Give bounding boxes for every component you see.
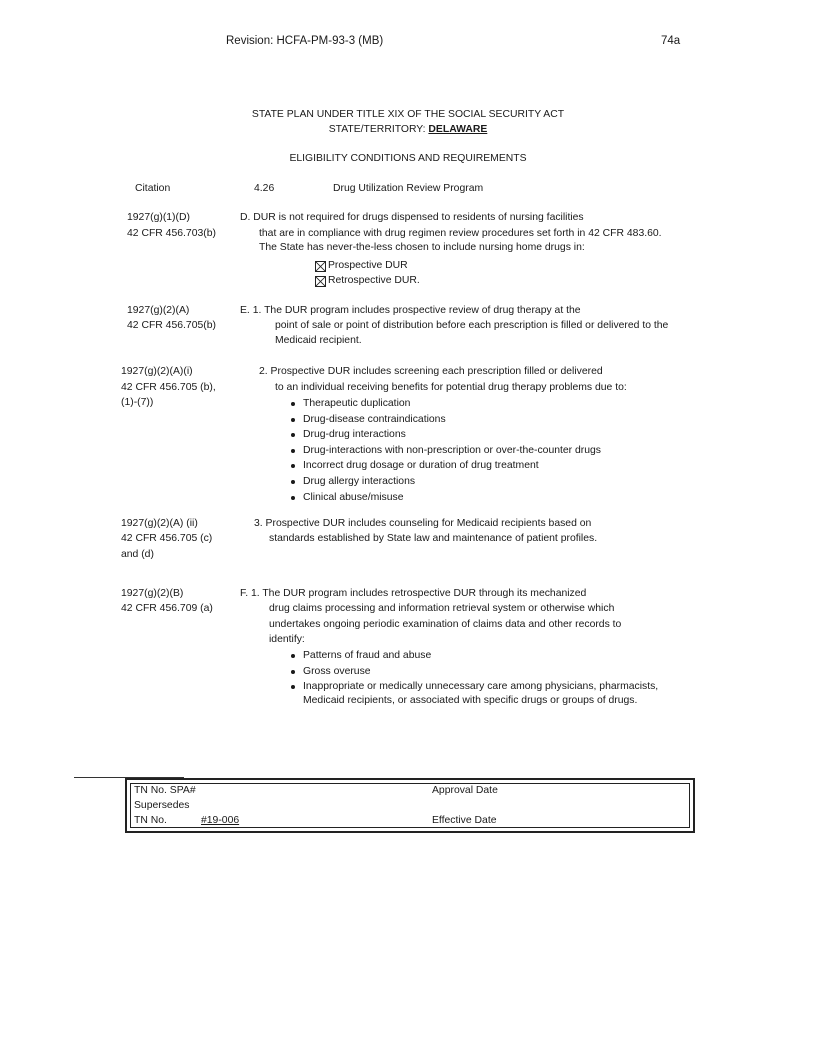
section-f-line3: undertakes ongoing periodic examination of claims data and other records to bbox=[269, 619, 622, 630]
supersedes-label: Supersedes bbox=[134, 800, 190, 811]
citation-e3-1: 1927(g)(2)(A) (ii) bbox=[121, 518, 198, 529]
section-d-line1: D. DUR is not required for drugs dispensed to residents of nursing facilities bbox=[240, 212, 584, 223]
revision-label: Revision: HCFA-PM-93-3 (MB) bbox=[226, 35, 384, 47]
citation-e1-2: 42 CFR 456.705(b) bbox=[127, 320, 216, 331]
citation-f-1: 1927(g)(2)(B) bbox=[121, 588, 184, 599]
list-item: Patterns of fraud and abuse bbox=[303, 648, 658, 664]
screening-list bbox=[303, 396, 601, 505]
retrospective-dur-checkbox[interactable] bbox=[315, 276, 326, 287]
list-item: Inappropriate or medically unnecessary care among physicians, pharmacists, bbox=[303, 679, 658, 695]
checkbox-x-icon bbox=[316, 262, 325, 271]
citation-e2-1: 1927(g)(2)(A)(i) bbox=[121, 366, 193, 377]
section-e3-line2: standards established by State law and maintenance of patient profiles. bbox=[269, 533, 598, 544]
state-line bbox=[0, 124, 816, 135]
page-number: 74a bbox=[661, 35, 681, 47]
citation-e3-2: 42 CFR 456.705 (c) bbox=[121, 533, 213, 544]
tn-no-label: TN No. bbox=[134, 815, 167, 826]
approval-date-label: Approval Date bbox=[432, 785, 498, 796]
citation-heading: Citation bbox=[135, 183, 171, 194]
retrospective-list bbox=[303, 648, 658, 695]
section-d-line2: that are in compliance with drug regimen review procedures set forth in 42 CFR 483.60. bbox=[259, 228, 662, 239]
citation-d-1: 1927(g)(1)(D) bbox=[127, 212, 190, 223]
tn-spa-label: TN No. SPA# bbox=[134, 785, 196, 796]
citation-f-2: 42 CFR 456.709 (a) bbox=[121, 603, 213, 614]
citation-d-2: 42 CFR 456.703(b) bbox=[127, 228, 216, 239]
list-item: Therapeutic duplication bbox=[303, 396, 601, 412]
section-f-line1: F. 1. The DUR program includes retrospective DUR through its mechanized bbox=[240, 588, 587, 599]
section-e3-line1: 3. Prospective DUR includes counseling for Medicaid recipients based on bbox=[254, 518, 592, 529]
section-e1-line1: E. 1. The DUR program includes prospective review of drug therapy at the bbox=[240, 305, 581, 316]
section-e2-line1: 2. Prospective DUR includes screening each prescription filled or delivered bbox=[259, 366, 603, 377]
citation-e2-2: 42 CFR 456.705 (b), bbox=[121, 382, 216, 393]
section-f-line4: identify: bbox=[269, 634, 305, 645]
program-title: Drug Utilization Review Program bbox=[333, 183, 484, 194]
checkbox-x-icon bbox=[316, 277, 325, 286]
state-prefix: STATE/TERRITORY: bbox=[328, 124, 429, 135]
list-item: Clinical abuse/misuse bbox=[303, 490, 601, 506]
citation-e2-3: (1)-(7)) bbox=[121, 397, 154, 408]
list-item: Drug-disease contraindications bbox=[303, 412, 601, 428]
section-d-line3: The State has never-the-less chosen to include nursing home drugs in: bbox=[259, 242, 585, 253]
section-number: 4.26 bbox=[254, 183, 275, 194]
list-item: Drug-interactions with non-prescription or over-the-counter drugs bbox=[303, 443, 601, 459]
list-item: Drug-drug interactions bbox=[303, 427, 601, 443]
tn-no-value: #19-006 bbox=[201, 815, 240, 826]
state-name: DELAWARE bbox=[428, 124, 488, 135]
citation-e3-3: and (d) bbox=[121, 549, 154, 560]
section-e2-line2: to an individual receiving benefits for potential drug therapy problems due to: bbox=[275, 382, 627, 393]
list-item: Drug allergy interactions bbox=[303, 474, 601, 490]
citation-e1-1: 1927(g)(2)(A) bbox=[127, 305, 190, 316]
plan-title: STATE PLAN UNDER TITLE XIX OF THE SOCIAL SECURITY ACT bbox=[251, 109, 565, 120]
list-item-continuation: Medicaid recipients, or associated with specific drugs or groups of drugs. bbox=[303, 695, 638, 706]
retrospective-dur-label: Retrospective DUR. bbox=[328, 275, 420, 286]
section-e1-line2: point of sale or point of distribution before each prescription is filled or delivered to the bbox=[275, 320, 669, 331]
prospective-dur-checkbox[interactable] bbox=[315, 261, 326, 272]
effective-date-label: Effective Date bbox=[432, 815, 497, 826]
list-item: Incorrect drug dosage or duration of drug treatment bbox=[303, 458, 601, 474]
prospective-dur-label: Prospective DUR bbox=[328, 260, 408, 271]
list-item: Gross overuse bbox=[303, 664, 658, 680]
section-title: ELIGIBILITY CONDITIONS AND REQUIREMENTS bbox=[289, 153, 527, 164]
section-f-line2: drug claims processing and information retrieval system or otherwise which bbox=[269, 603, 615, 614]
section-e1-line3: Medicaid recipient. bbox=[275, 335, 362, 346]
